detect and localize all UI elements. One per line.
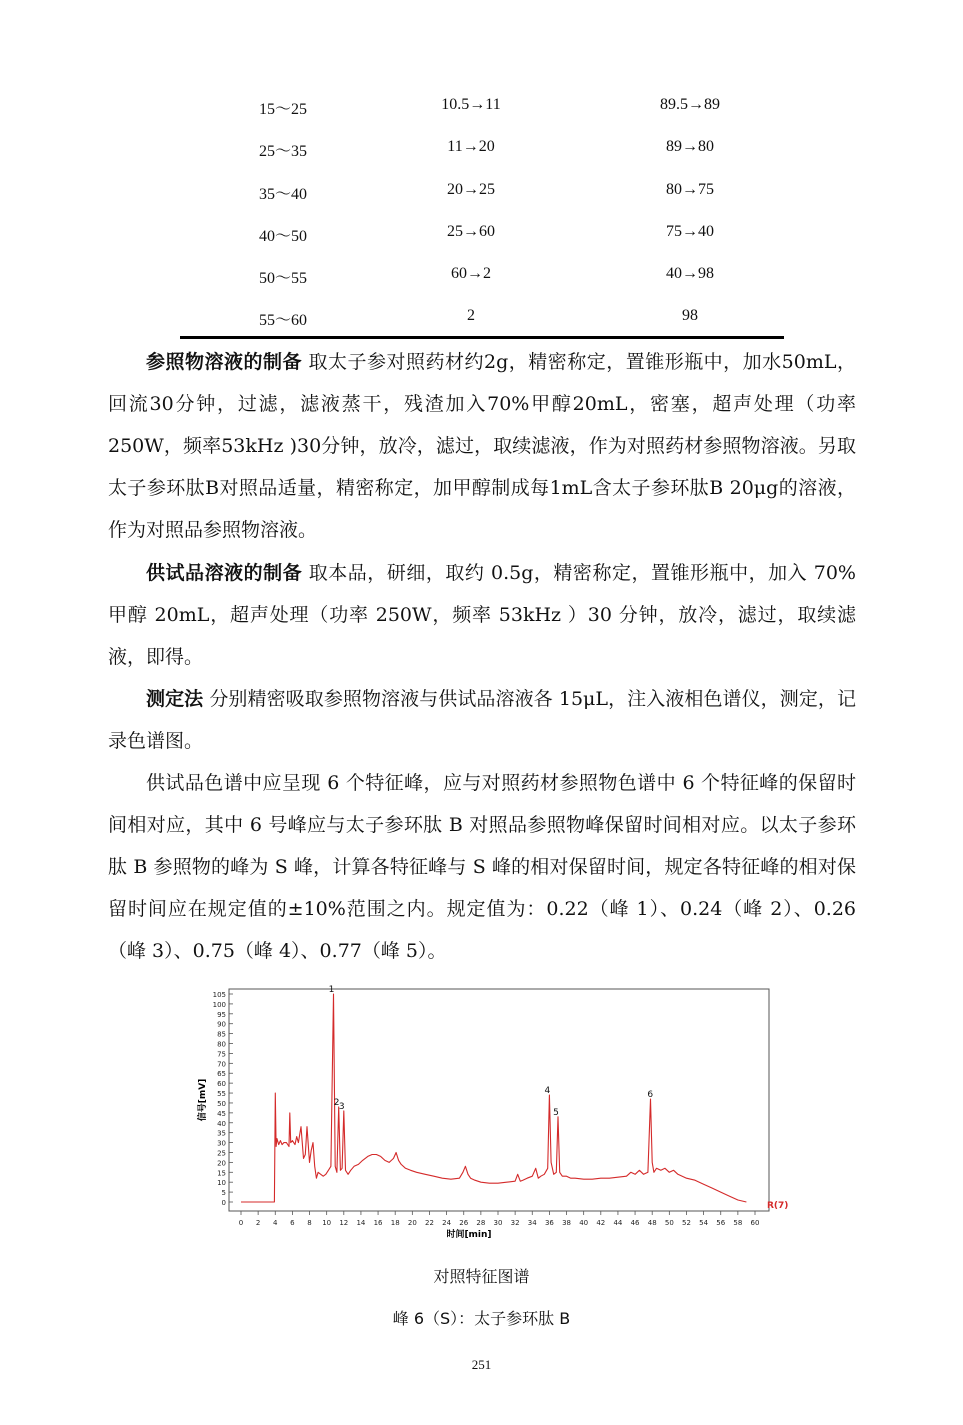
- sample-solution-paragraph: [108, 552, 856, 678]
- x-tick-label: 16: [373, 1219, 383, 1227]
- table-cell: 75→40: [666, 223, 714, 240]
- reference-solution-paragraph: [108, 341, 856, 551]
- table-cell: 50～55: [258, 270, 308, 287]
- table-row: [180, 82, 784, 124]
- y-tick-label: 0: [221, 1199, 226, 1207]
- x-tick-label: 20: [407, 1219, 417, 1227]
- x-tick-label: 2: [255, 1219, 261, 1227]
- x-tick-label: 48: [647, 1219, 657, 1227]
- table-cell: 35～40: [258, 186, 308, 203]
- paragraph-body: 供试品色谱中应呈现 6 个特征峰，应与对照药材参照物色谱中 6 个特征峰的保留时间相对应，其中 6 号峰应与太子参环肽 B 对照品参照物峰保留时间相对应。以太子参环肽 B 参照物的峰为 S 峰，计算各特征峰与 S 峰的相对保留时间，规定各特征峰的相对保留时间应在规定值的±10%范围之内。规定值为：0.22（峰 1）、0.24（峰 2）、0.26（峰 3）、0.75（峰 4）、0.77（峰 5）。: [108, 772, 856, 962]
- plot-frame: [229, 989, 769, 1211]
- series-label: R(7): [767, 1201, 789, 1211]
- x-tick-label: 32: [510, 1219, 520, 1227]
- y-tick-label: 25: [217, 1149, 226, 1158]
- x-tick-label: 44: [613, 1219, 623, 1227]
- table-cell: 25～35: [258, 143, 308, 160]
- peak-label: 3: [338, 1101, 345, 1112]
- x-tick-label: 52: [682, 1219, 691, 1227]
- table-row: [180, 251, 784, 293]
- x-tick-label: 42: [596, 1219, 606, 1227]
- criteria-paragraph: [108, 762, 856, 972]
- paragraph-body: 取太子参对照药材约2g，精密称定，置锥形瓶中，加水50mL，回流30分钟，过滤，滤液蒸干，残渣加入70%甲醇20mL，密塞，超声处理（功率250W，频率53kHz )30分钟，放冷，滤过，取续滤液，作为对照药材参照物溶液。另取太子参环肽B对照品适量，精密称定，加甲醇制成每1mL含太子参环肽B 20μg的溶液，作为对照品参照物溶液。: [108, 351, 856, 541]
- y-tick-label: 15: [217, 1169, 226, 1178]
- table-cell: 40→98: [666, 265, 714, 282]
- table-cell: 2: [467, 307, 475, 324]
- paragraph-body: 分别精密吸取参照物溶液与供试品溶液各 15μL，注入液相色谱仪，测定，记录色谱图。: [108, 688, 856, 752]
- table-cell: 89→80: [666, 138, 714, 155]
- table-cell: 25→60: [447, 223, 495, 240]
- y-tick-label: 65: [217, 1070, 226, 1079]
- table-cell: 55～60: [258, 312, 308, 329]
- x-tick-label: 14: [356, 1219, 366, 1227]
- y-tick-label: 100: [212, 1000, 226, 1009]
- figure-title: 对照特征图谱: [433, 1267, 530, 1286]
- x-tick-label: 54: [699, 1219, 709, 1227]
- table-cell: 20→25: [447, 181, 495, 198]
- table-cell: 60→2: [451, 265, 491, 282]
- peak-label: 1: [328, 985, 335, 995]
- y-tick-label: 60: [217, 1080, 226, 1089]
- table-row: [180, 209, 784, 251]
- y-tick-label: 45: [217, 1109, 226, 1118]
- x-tick-label: 26: [459, 1219, 469, 1227]
- table-row: [180, 124, 784, 166]
- table-cell: 89.5→89: [660, 96, 720, 113]
- y-tick-label: 85: [217, 1030, 226, 1039]
- x-tick-label: 34: [527, 1219, 537, 1227]
- table-cell: 11→20: [447, 138, 495, 155]
- x-tick-label: 22: [425, 1219, 434, 1227]
- y-tick-label: 55: [217, 1090, 226, 1099]
- table-cell: 40～50: [258, 228, 308, 245]
- section-heading: 参照物溶液的制备: [146, 351, 302, 373]
- y-tick-label: 95: [217, 1010, 226, 1019]
- y-axis-label: 信号[mV]: [198, 1078, 208, 1122]
- peak-label: 2: [333, 1097, 340, 1108]
- table-cell: 80→75: [666, 181, 714, 198]
- x-tick-label: 50: [664, 1219, 674, 1227]
- y-tick-label: 5: [221, 1189, 226, 1198]
- peak-note: 峰 6（S）：太子参环肽 B: [392, 1309, 571, 1328]
- series-line: [241, 994, 746, 1202]
- y-tick-label: 105: [212, 991, 226, 999]
- table-cell: 15～25: [258, 101, 308, 118]
- y-tick-label: 90: [217, 1020, 226, 1029]
- x-tick-label: 0: [238, 1219, 244, 1227]
- x-tick-label: 24: [442, 1219, 452, 1227]
- chromatogram-chart: [193, 985, 793, 1240]
- table-cell: 98: [682, 307, 698, 324]
- x-tick-label: 8: [307, 1219, 312, 1227]
- x-tick-label: 30: [493, 1219, 503, 1227]
- y-tick-label: 80: [217, 1040, 226, 1049]
- y-tick-label: 40: [217, 1119, 226, 1128]
- y-tick-label: 10: [217, 1179, 226, 1188]
- y-tick-label: 30: [217, 1139, 226, 1148]
- x-tick-label: 58: [733, 1219, 743, 1227]
- paragraph-body: 取本品，研细，取约 0.5g，精密称定，置锥形瓶中，加入 70%甲醇 20mL，超声处理（功率 250W，频率 53kHz ）30 分钟，放冷，滤过，取续滤液，即得。: [108, 562, 856, 668]
- y-tick-label: 20: [217, 1159, 226, 1168]
- peak-label: 4: [544, 1086, 551, 1097]
- x-axis-label: 时间[min]: [446, 1230, 492, 1240]
- x-tick-label: 40: [579, 1219, 589, 1227]
- peak-label: 5: [553, 1107, 559, 1118]
- y-tick-label: 35: [217, 1129, 226, 1138]
- x-tick-label: 56: [716, 1219, 726, 1227]
- table-cell: 10.5→11: [441, 96, 501, 113]
- section-heading: 测定法: [146, 688, 204, 710]
- x-tick-label: 10: [322, 1219, 332, 1227]
- table-bottom-rule: [180, 336, 784, 339]
- x-tick-label: 12: [339, 1219, 349, 1227]
- section-heading: 供试品溶液的制备: [146, 562, 303, 584]
- x-tick-label: 36: [544, 1219, 554, 1227]
- method-paragraph: [108, 678, 856, 762]
- x-tick-label: 28: [476, 1219, 486, 1227]
- x-tick-label: 60: [750, 1219, 760, 1227]
- x-tick-label: 38: [562, 1219, 571, 1227]
- page-number: 251: [471, 1357, 492, 1372]
- x-tick-label: 46: [630, 1219, 640, 1227]
- table-row: [180, 167, 784, 209]
- chromatogram-svg: [193, 985, 793, 1240]
- table-row: [180, 293, 784, 335]
- peak-label: 6: [647, 1089, 654, 1100]
- x-tick-label: 18: [390, 1219, 400, 1227]
- x-tick-label: 6: [290, 1219, 295, 1227]
- x-tick-label: 4: [273, 1219, 278, 1227]
- y-tick-label: 70: [217, 1060, 226, 1069]
- y-tick-label: 75: [217, 1050, 226, 1059]
- y-tick-label: 50: [217, 1099, 226, 1108]
